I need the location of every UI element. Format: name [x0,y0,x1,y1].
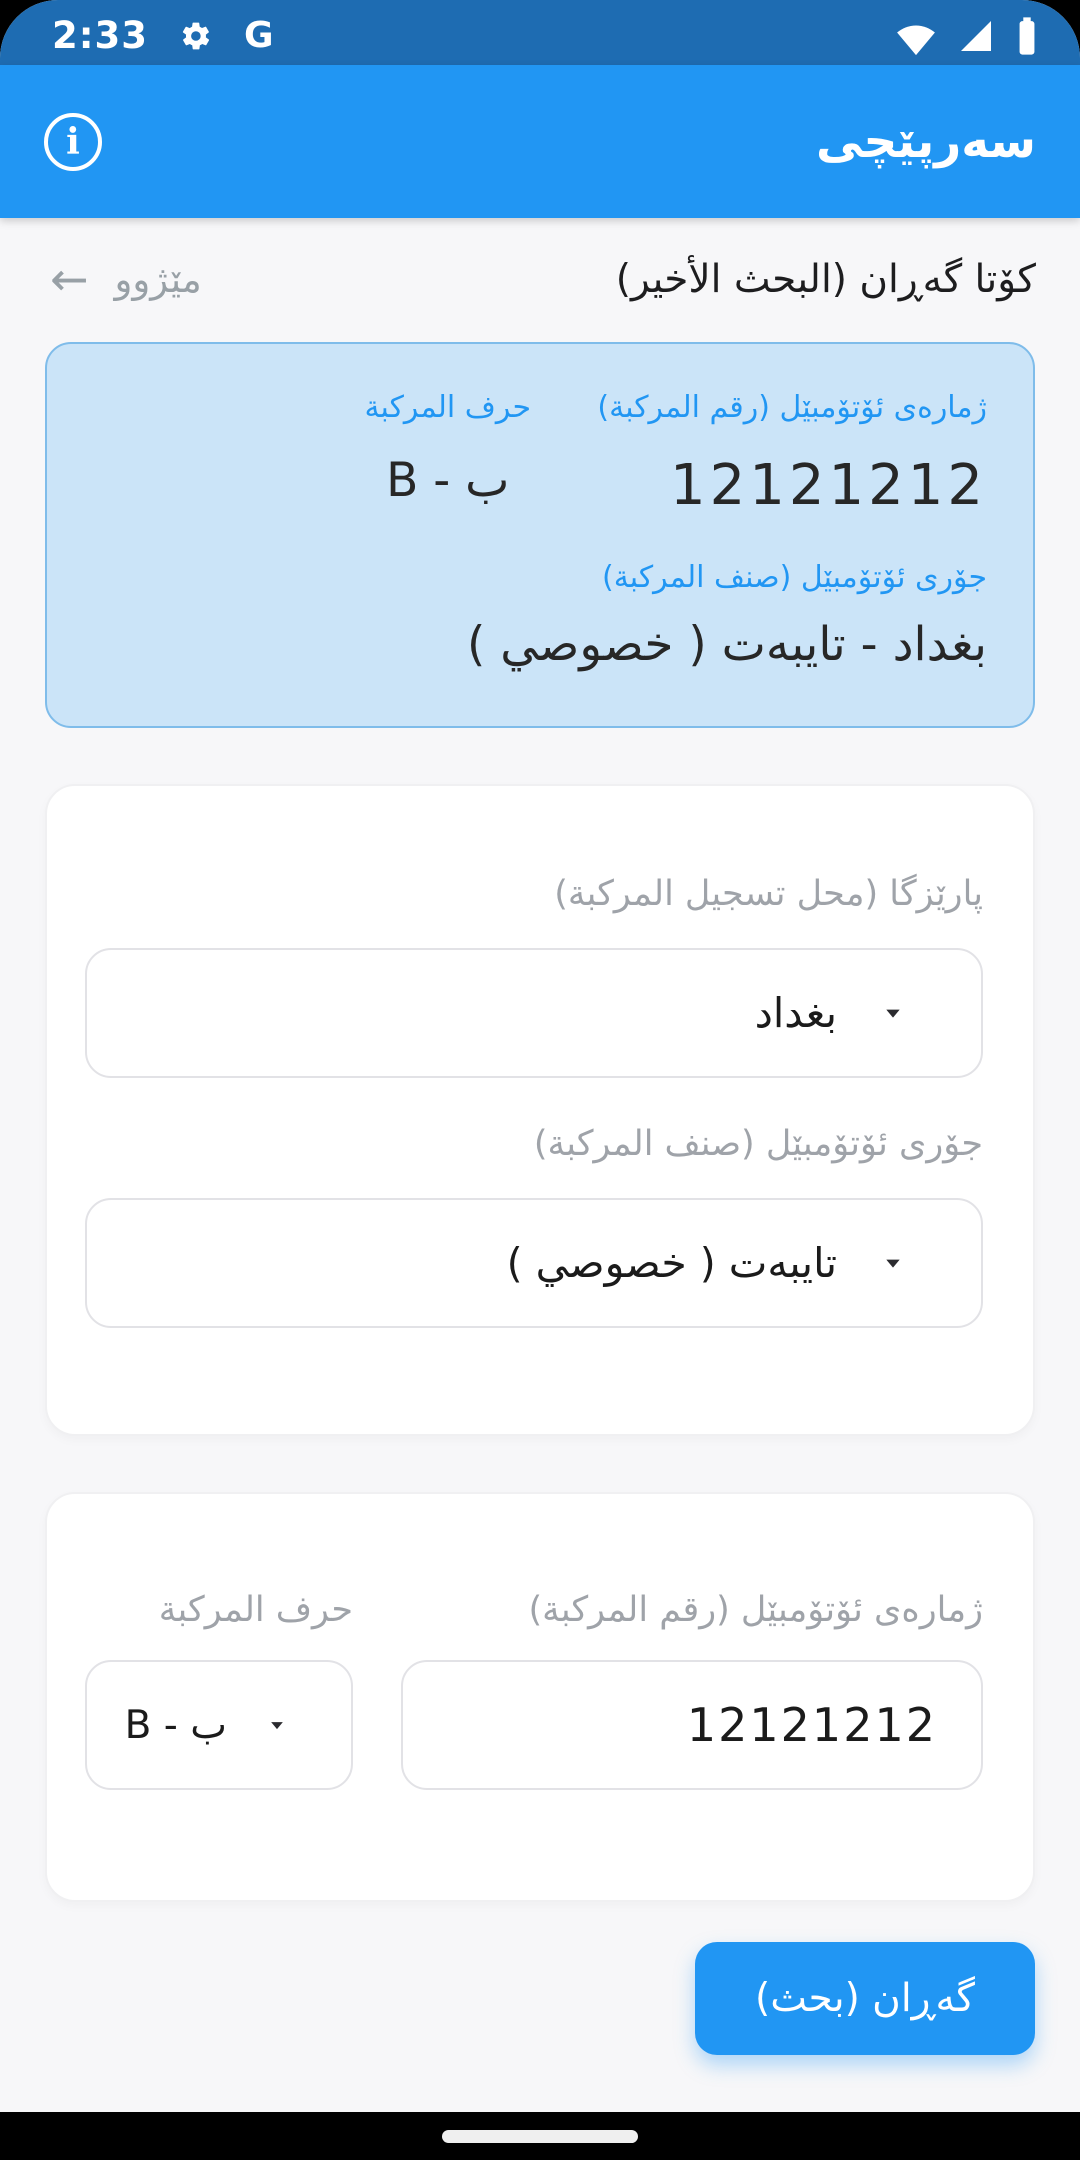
app-title: سەرپێچی [815,114,1036,169]
status-right-group [894,15,1040,57]
plate-number-label: ژمارەی ئۆتۆمبێل (رقم المركبة) [597,390,987,425]
search-button[interactable] [695,1942,1035,2055]
vehicle-type-value: بغداد - تایبەت ( خصوصي ) [466,617,987,672]
button-row [0,1902,1080,2055]
chevron-down-icon [877,997,909,1029]
last-search-top-row [93,390,987,518]
plate-number-value: 12121212 [669,453,987,518]
vehicle-type-filter-label: جۆری ئۆتۆمبێل (صنف المركبة) [533,1124,983,1164]
wifi-icon [894,16,938,56]
chevron-down-icon [877,1247,909,1279]
governorate-dropdown[interactable] [85,948,983,1078]
plate-number-input-value: 12121212 [686,1698,937,1752]
home-indicator[interactable] [442,2130,638,2143]
status-bar [0,0,1080,65]
filters-card [45,784,1035,1436]
info-button[interactable] [44,113,102,171]
history-label: مێژوو [114,257,202,301]
governorate-value: بغداد [754,989,837,1037]
vehicle-type-filter-value: تایبەت ( خصوصي ) [506,1239,837,1287]
google-g-icon: G [244,15,274,56]
plate-letter-dropdown[interactable] [85,1660,353,1790]
search-button-label: گەڕان (بحث) [755,1976,975,2021]
plate-entry-grid [85,1590,983,1790]
vehicle-type-label: جۆری ئۆتۆمبێل (صنف المركبة) [602,560,987,595]
last-search-card [45,342,1035,728]
last-search-number-column [557,390,987,518]
plate-letter-label: حرف المركبة [364,390,531,425]
governorate-label: پارێزگا (محل تسجيل المركبة) [554,874,983,914]
vehicle-type-dropdown[interactable] [85,1198,983,1328]
chevron-down-icon [263,1711,291,1739]
history-button[interactable] [50,252,202,306]
status-left-group [52,14,274,57]
plate-entry-card [45,1492,1035,1902]
info-icon: i [66,120,80,163]
plate-letter-entry-label: حرف المركبة [158,1590,353,1630]
app-bar [0,65,1080,218]
settings-gear-icon [180,20,212,52]
plate-letter-entry-value: B - ب [124,1702,227,1748]
page-title: كۆتا گەڕان (البحث الأخير) [615,256,1036,302]
back-arrow-icon: ← [50,252,89,306]
clock: 2:33 [52,14,149,57]
plate-letter-value: B - ب [386,453,510,508]
last-search-letter-column [364,390,531,518]
last-search-type-row [93,560,987,672]
battery-icon [1014,15,1040,57]
plate-number-input[interactable] [401,1660,983,1790]
system-nav-bar [0,2112,1080,2160]
cellular-signal-icon [956,16,996,56]
header-row [0,218,1080,326]
plate-number-entry-label: ژمارەی ئۆتۆمبێل (رقم المركبة) [528,1590,983,1630]
